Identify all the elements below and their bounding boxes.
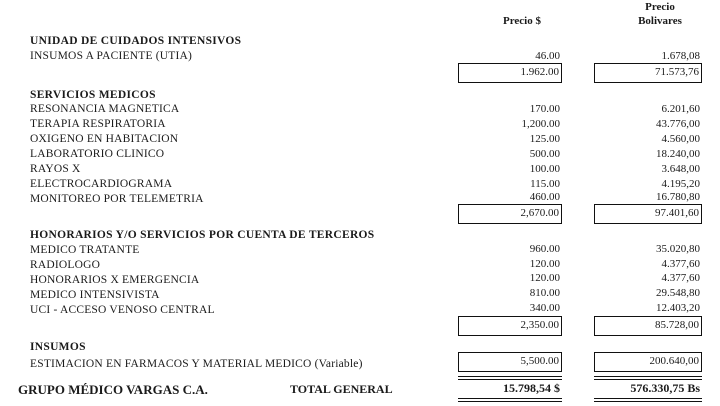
total-general-label: TOTAL GENERAL [290, 382, 393, 396]
insumos-usd-box: 5,500.00 [458, 352, 562, 372]
item-label: UCI - ACCESO VENOSO CENTRAL [30, 304, 215, 316]
total-usd: 15.798,54 $ [503, 381, 560, 395]
subtotal-usd-box: 1.962.00 [458, 63, 562, 83]
item-bs: 12.403,20 [656, 302, 700, 314]
item-label: MEDICO TRATANTE [30, 244, 140, 256]
item-usd: 100.00 [529, 163, 560, 175]
header-bs-line2: Bolivares [638, 15, 682, 27]
item-usd: 960.00 [529, 243, 560, 255]
item-label: MEDICO INTENSIVISTA [30, 289, 160, 301]
section-title-uci: UNIDAD DE CUIDADOS INTENSIVOS [30, 35, 242, 47]
item-usd: 340.00 [529, 302, 560, 314]
item-bs: 18.240,00 [656, 148, 700, 160]
item-bs: 6.201,60 [661, 103, 700, 115]
total-bs-bottom-rule [594, 398, 702, 402]
total-usd-top-rule [458, 376, 562, 380]
item-label: MONITOREO POR TELEMETRIA [30, 193, 204, 205]
item-bs: 35.020,80 [656, 243, 700, 255]
section-title-honorarios: HONORARIOS Y/O SERVICIOS POR CUENTA DE TERCEROS [30, 229, 375, 241]
item-label: RADIOLOGO [30, 259, 101, 271]
item-usd: 120.00 [529, 272, 560, 284]
section-title-servicios: SERVICIOS MEDICOS [30, 89, 156, 101]
item-bs: 4.195,20 [661, 178, 700, 190]
item-bs: 1.678,08 [661, 50, 700, 62]
item-usd: 46.00 [535, 50, 560, 62]
item-usd: 810.00 [529, 287, 560, 299]
item-usd: 120.00 [529, 258, 560, 270]
total-usd-bottom-rule [458, 398, 562, 402]
subtotal-bs-box: 97.401,60 [594, 204, 702, 224]
item-bs: 3.648,00 [661, 163, 700, 175]
insumos-bs-box: 200.640,00 [594, 352, 702, 372]
header-usd: Precio $ [503, 15, 541, 27]
item-bs: 4.560,00 [661, 133, 700, 145]
subtotal-usd-box: 2,670.00 [458, 204, 562, 224]
item-bs: 16.780,80 [656, 191, 700, 203]
item-bs: 4.377,60 [661, 258, 700, 270]
item-label: RESONANCIA MAGNETICA [30, 103, 180, 115]
total-bs: 576.330,75 Bs [630, 381, 700, 395]
company-name: GRUPO MÉDICO VARGAS C.A. [18, 382, 208, 397]
item-bs: 43.776,00 [656, 118, 700, 130]
item-usd: 115.00 [530, 178, 560, 190]
item-usd: 500.00 [529, 148, 560, 160]
item-usd: 460.00 [529, 191, 560, 203]
item-usd: 1,200.00 [521, 118, 560, 130]
header-bs-line1: Precio [645, 1, 675, 13]
item-label: ESTIMACION EN FARMACOS Y MATERIAL MEDICO (Variable) [30, 358, 363, 370]
item-usd: 170.00 [529, 103, 560, 115]
total-bs-top-rule [594, 376, 702, 380]
item-bs: 4.377,60 [661, 272, 700, 284]
section-title-insumos: INSUMOS [30, 341, 86, 353]
item-label: INSUMOS A PACIENTE (UTIA) [30, 50, 193, 62]
item-label: LABORATORIO CLINICO [30, 148, 165, 160]
subtotal-bs-box: 85.728,00 [594, 316, 702, 336]
item-label: ELECTROCARDIOGRAMA [30, 178, 173, 190]
item-bs: 29.548,80 [656, 287, 700, 299]
item-usd: 125.00 [529, 133, 560, 145]
subtotal-usd-box: 2,350.00 [458, 316, 562, 336]
item-label: TERAPIA RESPIRATORIA [30, 118, 166, 130]
item-label: RAYOS X [30, 163, 81, 175]
item-label: OXIGENO EN HABITACION [30, 133, 179, 145]
item-label: HONORARIOS X EMERGENCIA [30, 274, 200, 286]
subtotal-bs-box: 71.573,76 [594, 63, 702, 83]
